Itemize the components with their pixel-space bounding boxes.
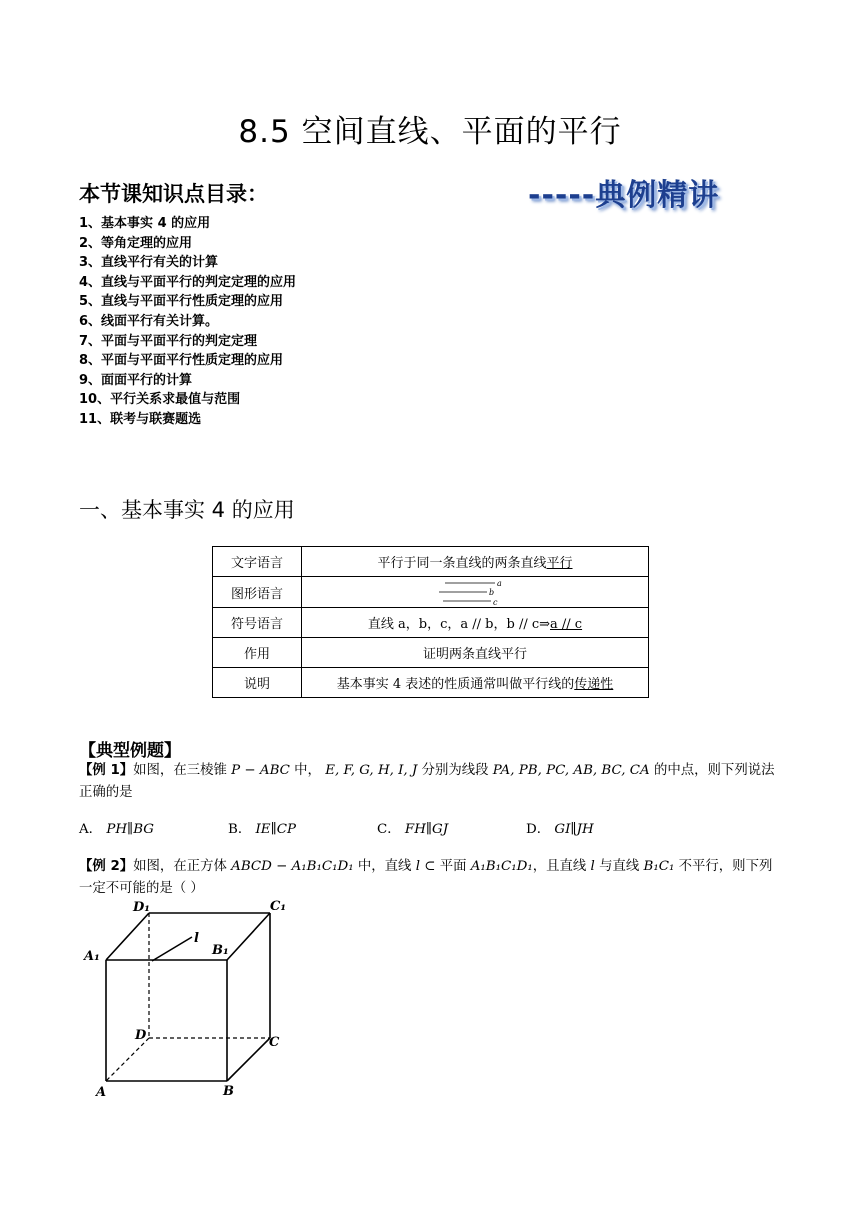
label-b: B (223, 1084, 234, 1099)
text: 分别为线段 (417, 763, 493, 778)
row-value (302, 608, 649, 638)
math: B₁C₁ (643, 859, 675, 874)
toc-item: 7、平面与平面平行的判定定理 (79, 333, 258, 349)
row-key: 作用 (213, 638, 302, 668)
option-expr: IE∥CP (255, 822, 297, 837)
value-underlined: 平行 (546, 556, 573, 571)
table-row (213, 668, 649, 698)
text: 与直线 (594, 859, 644, 874)
text: 如图，在三棱锥 (133, 763, 232, 778)
option-d[interactable] (526, 818, 594, 837)
label-a1: A₁ (84, 949, 100, 964)
toc-item: 3、直线平行有关的计算 (79, 255, 219, 271)
line-c-label: c (493, 598, 498, 607)
text: ，且直线 (532, 859, 591, 874)
toc-item: 4、直线与平面平行的判定定理的应用 (79, 274, 297, 290)
example2-text (79, 856, 784, 900)
parallel-lines-figure (435, 577, 515, 607)
option-letter: C． (377, 822, 401, 837)
option-expr: PH∥BG (106, 822, 154, 837)
edge-bc (227, 1038, 270, 1081)
option-a[interactable] (79, 818, 154, 837)
table-row (213, 577, 649, 608)
toc-item: 1、基本事实 4 的应用 (79, 216, 211, 231)
text: 的中点，则下列说法正确的是 (79, 763, 775, 800)
label-d1: D₁ (133, 900, 150, 915)
toc-item: 5、直线与平面平行性质定理的应用 (79, 294, 284, 310)
value-text: 直线 a，b，c，a // b，b // c⇒ (367, 617, 551, 632)
option-letter: A． (79, 822, 103, 837)
row-key: 符号语言 (213, 608, 302, 638)
toc-heading: 本节课知识点目录： (79, 182, 268, 206)
row-key: 文字语言 (213, 547, 302, 577)
edge-a1d1 (106, 913, 149, 960)
toc-list (79, 214, 296, 430)
examples-heading: 【典型例题】 (79, 741, 181, 761)
toc-item: 6、线面平行有关计算。 (79, 313, 219, 329)
text: 中，直线 (353, 859, 416, 874)
label-l: l (194, 931, 199, 946)
label-d: D (135, 1028, 147, 1043)
section-title: 一、基本事实 4 的应用 (79, 498, 295, 522)
math: l ⊂ (415, 859, 436, 874)
cube-figure (80, 895, 300, 1100)
text: 平面 (435, 859, 471, 874)
text: 不平行，则下列一定不可能的是（ ） (79, 859, 773, 896)
math: A₁B₁C₁D₁ (470, 859, 533, 874)
toc-item: 9、面面平行的计算 (79, 372, 193, 388)
page-title: 8.5 空间直线、平面的平行 (238, 114, 622, 150)
option-expr: FH∥GJ (404, 822, 449, 837)
value-text: 平行于同一条直线的两条直线 (377, 556, 547, 571)
math: l (590, 859, 595, 874)
label-c1: C₁ (270, 899, 287, 914)
toc-item: 8、平面与平面平行性质定理的应用 (79, 353, 284, 369)
table-row (213, 547, 649, 577)
edge-b1c1 (227, 913, 270, 960)
option-b[interactable] (228, 818, 296, 837)
example2-label: 【例 2】 (79, 859, 134, 874)
table-row (213, 608, 649, 638)
value-text: 基本事实 4 表述的性质通常叫做平行线的 (336, 677, 575, 692)
table-row (213, 638, 649, 668)
edge-da-hidden (106, 1038, 149, 1081)
row-key: 说明 (213, 668, 302, 698)
math: E, F, G, H, I, J (325, 763, 418, 778)
banner-typical-examples: -----典例精讲 (528, 178, 720, 213)
line-b-label: b (489, 588, 495, 597)
math: PA, PB, PC, AB, BC, CA (492, 763, 650, 778)
label-b1: B₁ (212, 943, 229, 958)
row-value (302, 547, 649, 577)
line-a-label: a (497, 579, 502, 588)
example1-text (79, 760, 784, 804)
option-letter: B． (228, 822, 252, 837)
option-expr: GI∥JH (554, 822, 594, 837)
option-c[interactable] (377, 818, 448, 837)
row-value: 证明两条直线平行 (302, 638, 649, 668)
value-underlined: 传递性 (574, 677, 614, 692)
text: 如图，在正方体 (133, 859, 232, 874)
label-a: A (96, 1085, 107, 1100)
fact4-table (212, 546, 649, 698)
value-underlined: a // c (550, 617, 583, 632)
text: 中， (289, 763, 326, 778)
example1-label: 【例 1】 (79, 763, 134, 778)
toc-item: 11、联考与联赛题选 (79, 411, 202, 427)
math: ABCD − A₁B₁C₁D₁ (231, 859, 354, 874)
option-letter: D． (526, 822, 551, 837)
row-value (302, 668, 649, 698)
label-c: C (269, 1035, 280, 1050)
toc-item: 2、等角定理的应用 (79, 235, 193, 251)
toc-item: 10、平行关系求最值与范围 (79, 392, 241, 408)
math: P − ABC (231, 763, 290, 778)
row-key: 图形语言 (213, 577, 302, 608)
line-l (152, 937, 192, 961)
row-value (302, 577, 649, 608)
